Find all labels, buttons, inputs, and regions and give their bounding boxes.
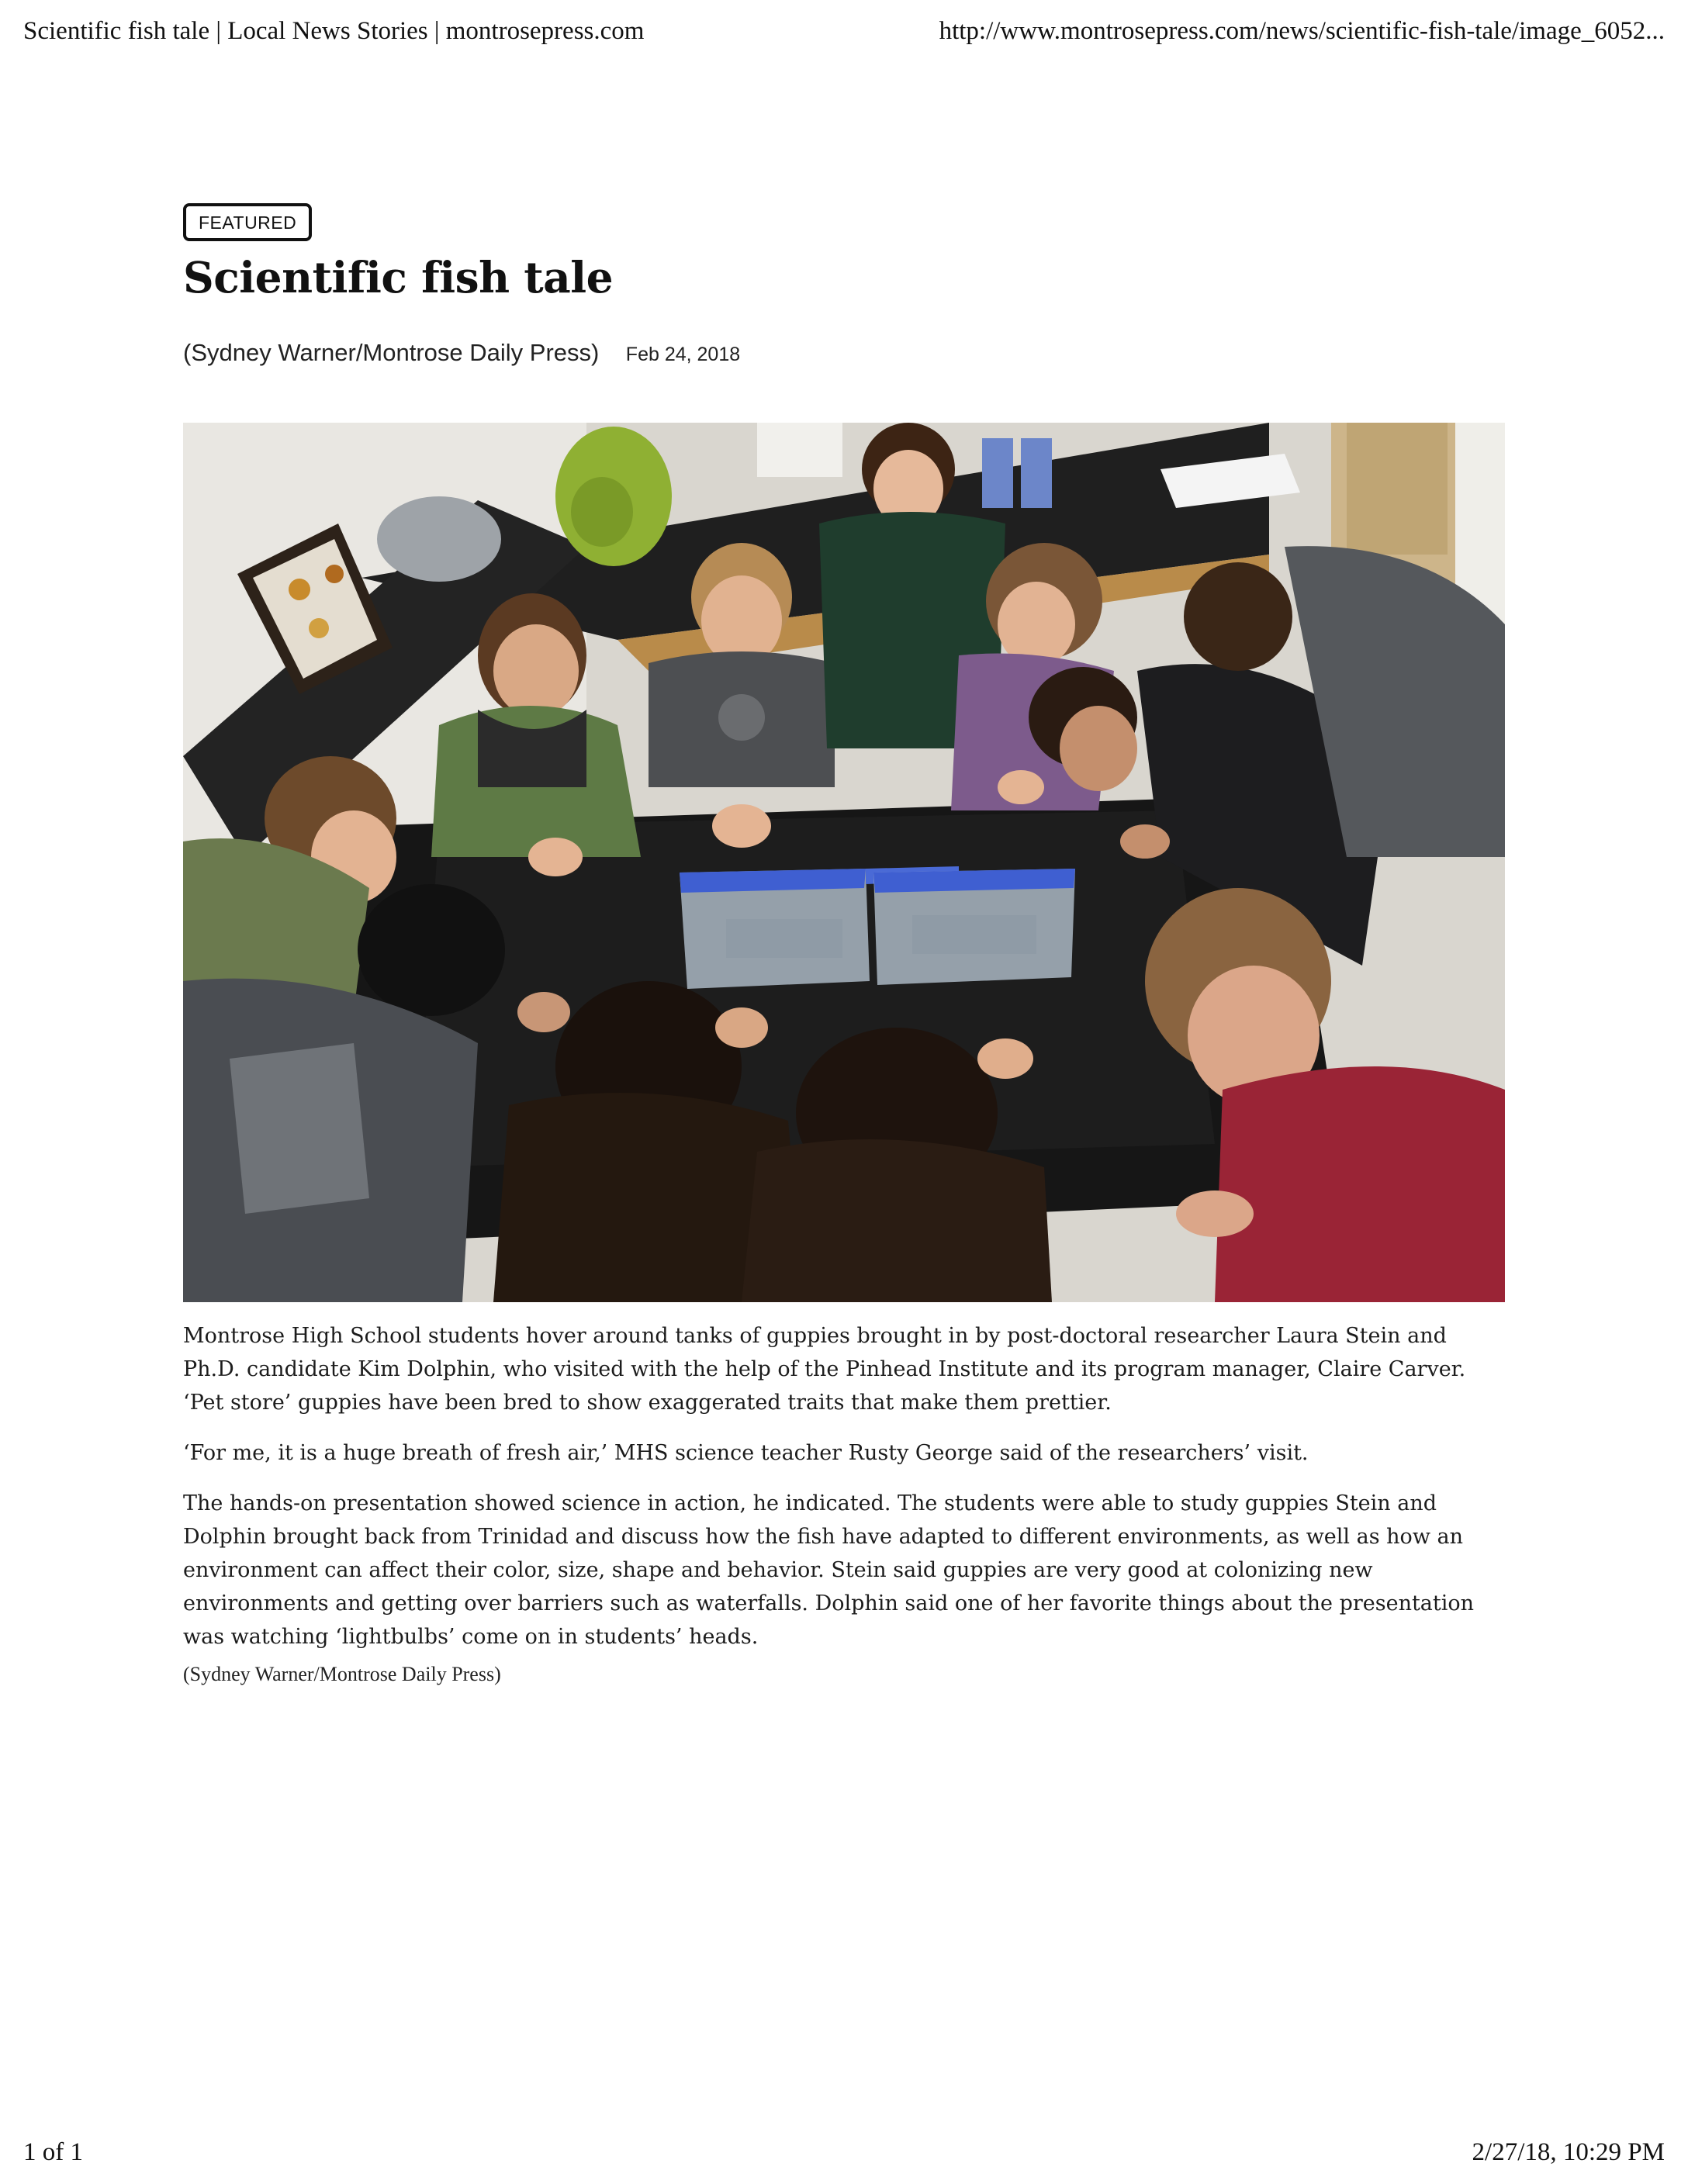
print-page-title: Scientific fish tale | Local News Stories | montrosepress.com — [23, 17, 645, 45]
print-footer — [23, 2128, 1665, 2167]
photo-students-guppy-tanks-icon — [183, 423, 1505, 1302]
photo-credit: (Sydney Warner/Montrose Daily Press) — [183, 1663, 501, 1685]
print-header — [23, 17, 1665, 56]
article-headline: Scientific fish tale — [183, 252, 614, 302]
caption-paragraph: Montrose High School students hover around tanks of guppies brought in by post-doctoral researcher Laura Stein and Ph.D. candidate Kim Dolphin, who visited with the help of the Pinhead Institute and its program manager, Claire Carver. ‘Pet store’ guppies have been bred to show exaggerated traits that make them prettier. — [183, 1324, 1466, 1415]
byline-row — [183, 339, 1505, 367]
article — [183, 203, 1505, 1686]
article-photo[interactable] — [183, 423, 1505, 1302]
article-date: Feb 24, 2018 — [625, 344, 741, 365]
photo-caption — [183, 1319, 1505, 1654]
caption-paragraph: The hands-on presentation showed science in action, he indicated. The students were able to study guppies Stein and Dolphin brought back from Trinidad and discuss how the fish have adapted to different environments, as well as how an environment can affect their color, size, shape and behavior. Stein said guppies are very good at colonizing new environments and getting over barriers such as waterfalls. Dolphin said one of her favorite things about the presentation was watching ‘lightbulbs’ come on in students’ heads. — [183, 1491, 1475, 1649]
article-byline[interactable]: (Sydney Warner/Montrose Daily Press) — [183, 339, 600, 366]
print-page-number: 1 of 1 — [23, 2138, 83, 2166]
caption-paragraph: ‘For me, it is a huge breath of fresh air,’ MHS science teacher Rusty George said of the researchers’ visit. — [183, 1441, 1309, 1465]
print-page-url[interactable]: http://www.montrosepress.com/news/scientific-fish-tale/image_6052... — [939, 17, 1665, 45]
print-timestamp: 2/27/18, 10:29 PM — [1472, 2138, 1665, 2166]
featured-badge[interactable]: FEATURED — [183, 203, 312, 241]
